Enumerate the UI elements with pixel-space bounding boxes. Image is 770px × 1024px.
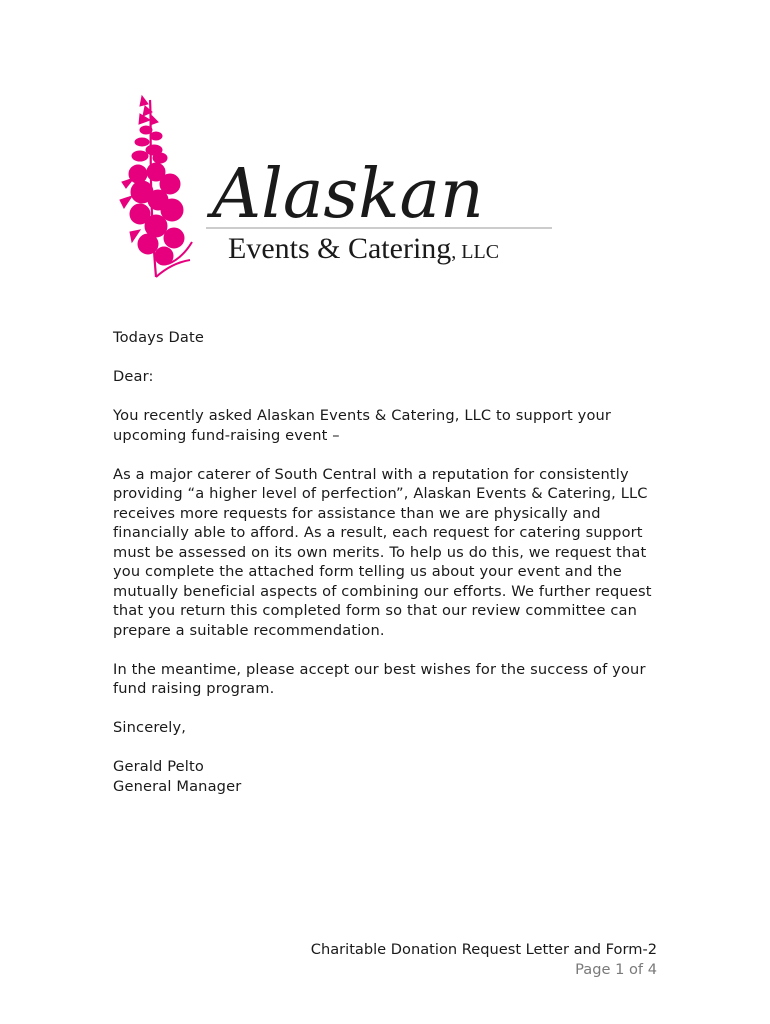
page-number: Page 1 of 4	[575, 961, 657, 978]
closing: Sincerely,	[113, 719, 187, 736]
brand-subtitle: Events & Catering, LLC	[228, 232, 500, 265]
paragraph-wishes: In the meantime, please accept our best wishes for the success of your fund raising program.	[113, 660, 646, 697]
brand-suffix: , LLC	[451, 241, 500, 263]
brand-script: Alaskan	[212, 155, 484, 234]
salutation: Dear:	[113, 368, 154, 385]
paragraph-request: You recently asked Alaskan Events & Catering, LLC to support your upcoming fund-raising event –	[113, 407, 612, 444]
fireweed-flower-icon	[120, 96, 192, 277]
letter-body	[113, 328, 658, 796]
date-line: Todays Date	[113, 329, 204, 346]
document-title: Charitable Donation Request Letter and Form-2	[310, 941, 657, 958]
signer-title: General Manager	[113, 777, 242, 795]
company-logo	[112, 92, 562, 282]
signer-name: Gerald Pelto	[113, 758, 204, 775]
paragraph-explanation: As a major caterer of South Central with a reputation for consistently providing “a higher level of perfection”, Alaskan Events & Catering, LLC receives more requests for assistance than we are physically and financially able to afford. As a result, each request for catering support must be assessed on its own merits. To help us do this, we request that you complete the attached form telling us about your event and the mutually beneficial aspects of combining our efforts. We further request that you return this completed form so that our review committee can prepare a suitable recommendation.	[113, 465, 652, 639]
page-footer	[311, 940, 657, 980]
